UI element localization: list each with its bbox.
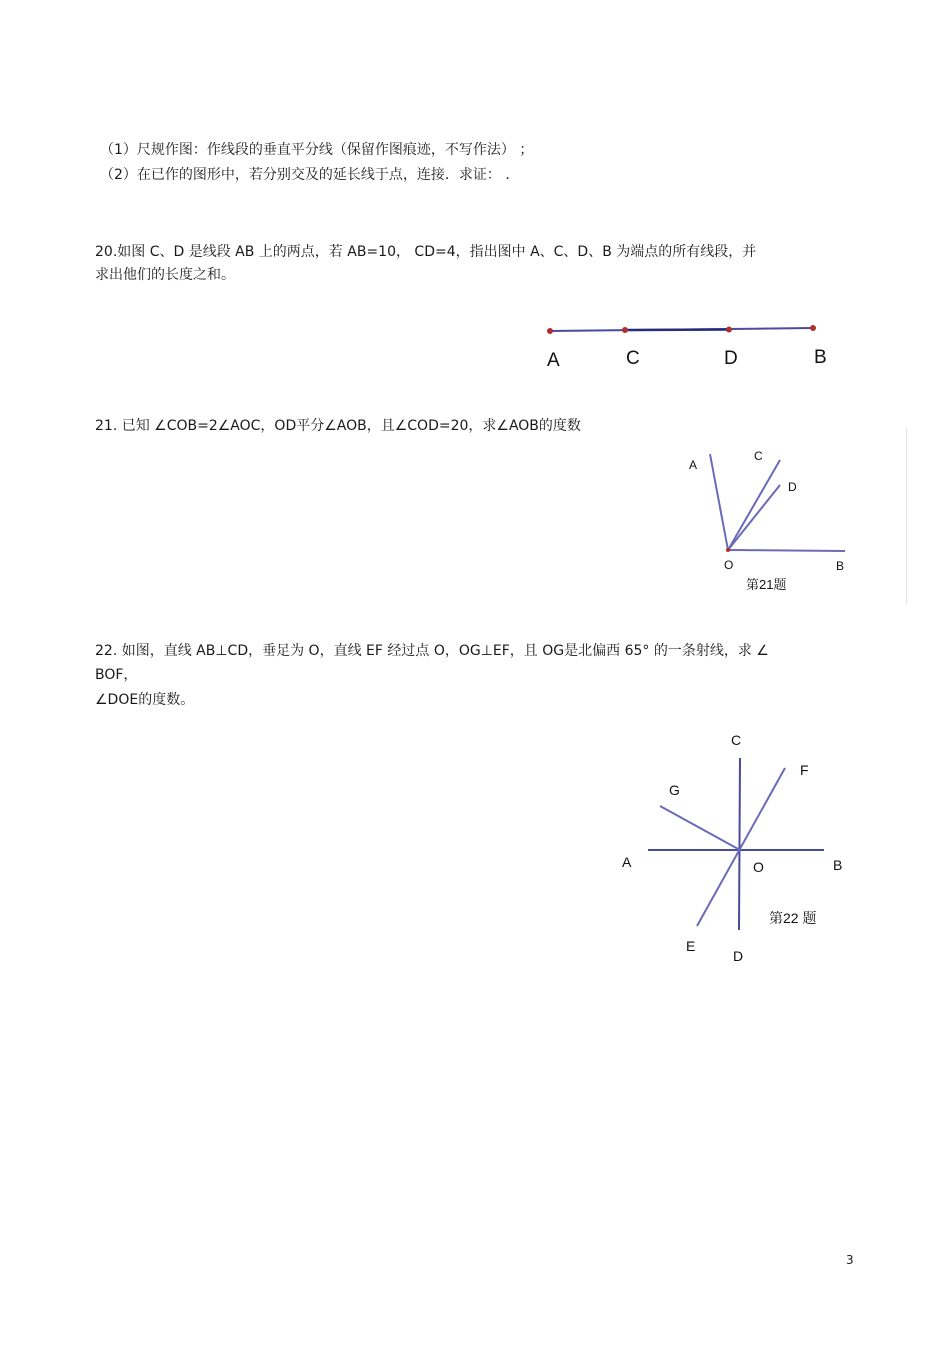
q22-label-o: O — [753, 859, 764, 875]
q22-label-c: C — [731, 732, 742, 748]
point-a — [547, 328, 553, 334]
line-ef — [697, 768, 785, 926]
q22-label-f: F — [800, 762, 809, 778]
ray-og — [660, 806, 740, 850]
q20-text-line-1: 20.如图 C、D 是线段 AB 上的两点，若 AB=10， CD=4，指出图中 A、C、D、B 为端点的所有线段，并 — [95, 244, 757, 260]
line-cd — [739, 758, 740, 930]
margin-rule — [906, 428, 907, 604]
ray-oc — [728, 460, 780, 550]
intro-line-2: （2）在已作的图形中，若分别交及的延长线于点，连接．求证： ． — [100, 167, 520, 183]
q21-label-a: A — [689, 458, 698, 472]
q22-caption: 第22 题 — [769, 910, 817, 926]
q22-text-line-3: ∠DOE的度数。 — [95, 692, 195, 708]
q22-label-d: D — [733, 948, 744, 964]
ray-ob — [728, 550, 845, 551]
q20-label-c: C — [626, 348, 640, 369]
q20-label-b: B — [814, 347, 827, 368]
ray-od — [728, 485, 780, 550]
q20-segment-figure — [530, 315, 840, 380]
q22-label-g: G — [669, 782, 680, 798]
q21-label-d: D — [788, 480, 797, 494]
q21-caption: 第21题 — [746, 577, 787, 592]
q22-text-line-2: BOF， — [95, 667, 138, 683]
q22-label-e: E — [686, 938, 696, 954]
segment-cd — [625, 330, 729, 331]
intro-line-1: （1）尺规作图：作线段的垂直平分线（保留作图痕迹，不写作法） ； — [100, 142, 534, 158]
q22-label-b: B — [833, 857, 843, 873]
q21-angle-figure — [680, 440, 870, 570]
q21-text: 21. 已知 ∠COB=2∠AOC，OD平分∠AOB，且∠COD=20，求∠AOB的度数 — [95, 418, 581, 434]
point-c — [622, 327, 628, 333]
q22-text-line-1: 22. 如图，直线 AB⊥CD，垂足为 O，直线 EF 经过点 O，OG⊥EF，且 OG是北偏西 65° 的一条射线，求 ∠ — [95, 643, 769, 659]
q21-label-b: B — [836, 559, 845, 573]
q21-label-o: O — [724, 558, 734, 572]
q22-label-a: A — [622, 854, 632, 870]
vertex-o — [726, 548, 730, 552]
q21-label-c: C — [754, 449, 763, 463]
point-d — [726, 327, 732, 333]
q20-label-d: D — [724, 348, 738, 369]
q20-text-line-2: 求出他们的长度之和。 — [95, 267, 235, 283]
ray-oa — [710, 454, 728, 550]
q20-label-a: A — [547, 350, 560, 371]
page-number: 3 — [846, 1253, 854, 1267]
point-b — [810, 325, 816, 331]
